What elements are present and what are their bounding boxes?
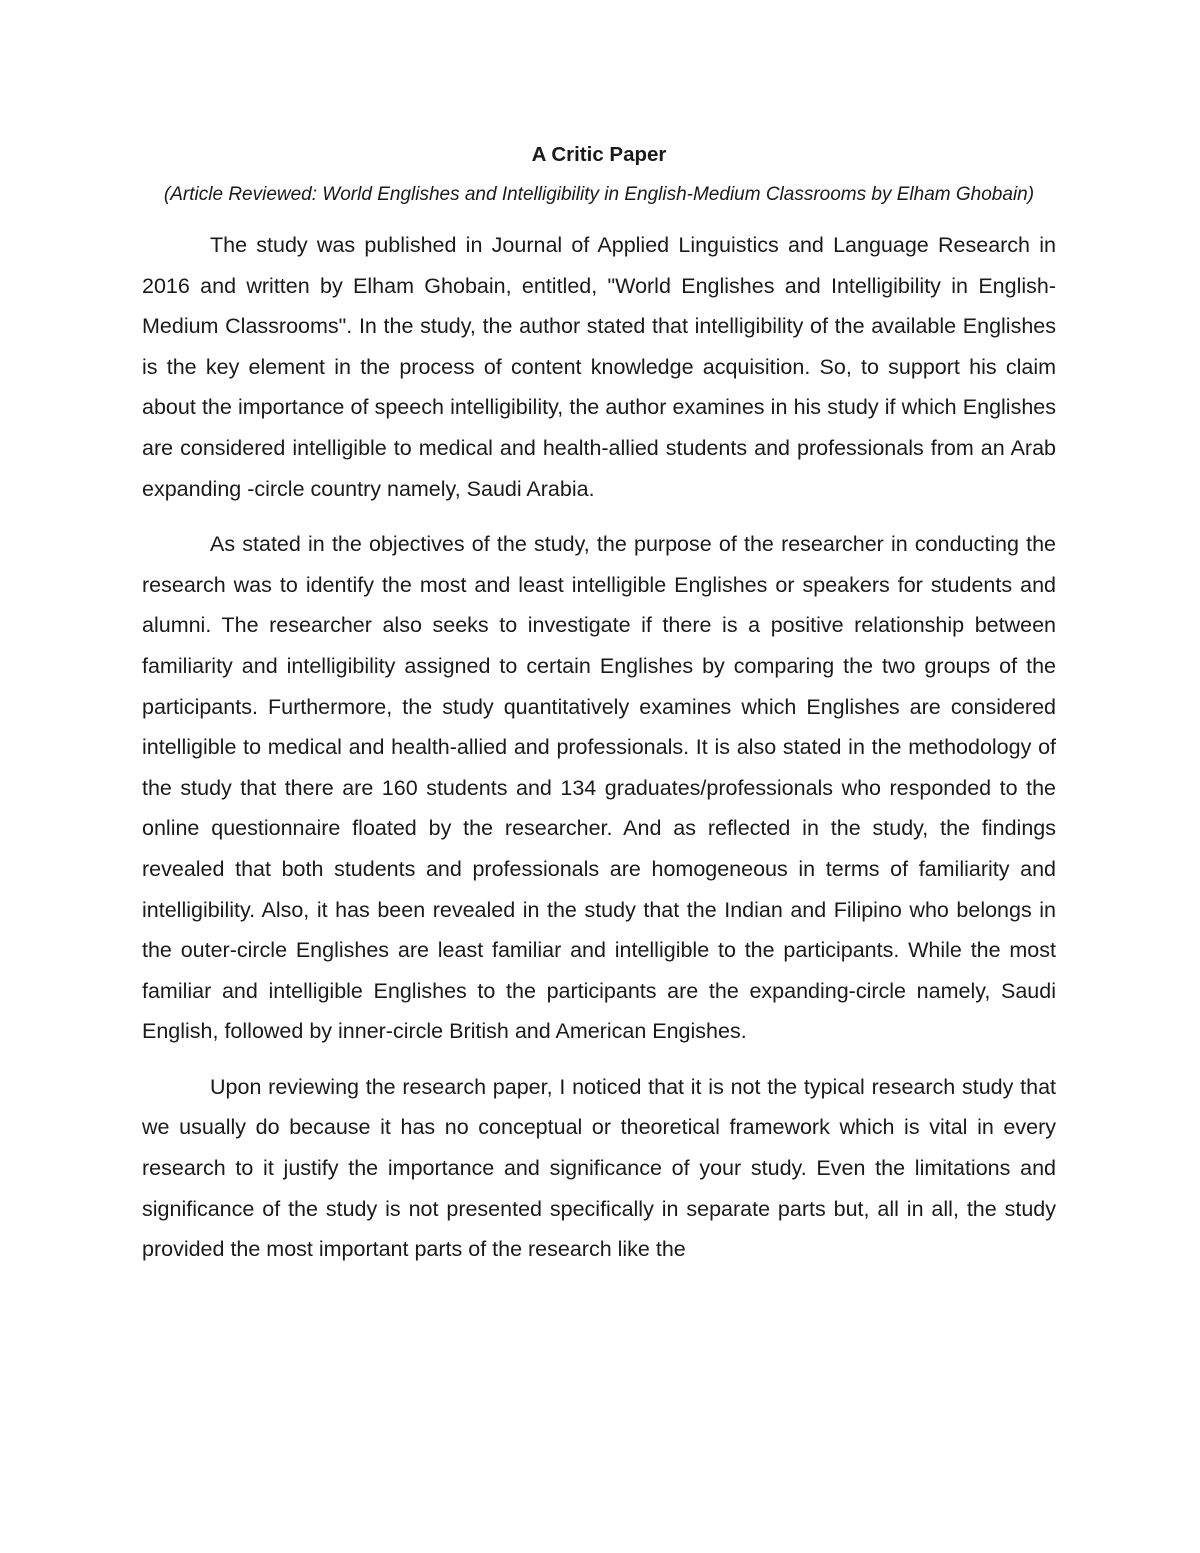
paragraph-2: As stated in the objectives of the study, the purpose of the researcher in conducting the research was to identify the most and least intelligible Englishes or speakers for students and alumni. The researcher also seeks to investigate if there is a positive relationship between familiarity and intelligibility assigned to certain Englishes by comparing the two groups of the participants. Furthermore, the study quantitatively examines which Englishes are considered intelligible to medical and health-allied and professionals. It is also stated in the methodology of the study that there are 160 students and 134 graduates/professionals who responded to the online questionnaire floated by the researcher. And as reflected in the study, the findings revealed that both students and professionals are homogeneous in terms of familiarity and intelligibility. Also, it has been revealed in the study that the Indian and Filipino who belongs in the outer-circle Englishes are least familiar and intelligible to the participants. While the most familiar and intelligible Englishes to the participants are the expanding-circle namely, Saudi English, followed by inner-circle British and American Engishes. [142,532,1056,1044]
paragraph-3: Upon reviewing the research paper, I noticed that it is not the typical research study that we usually do because it has no conceptual or theoretical framework which is vital in every research to it justify the importance and significance of your study. Even the limitations and significance of the study is not presented specifically in separate parts but, all in all, the study provided the most important parts of the research like the [142,1074,1056,1262]
article-reviewed-subtitle: (Article Reviewed: World Englishes and Intelligibility in English-Medium Classrooms by Elham Ghobain) [163,184,1035,205]
paragraph-1: The study was published in Journal of Applied Linguistics and Language Research in 2016 and written by Elham Ghobain, entitled, "World Englishes and Intelligibility in English-Medium Classrooms". In the study, the author stated that intelligibility of the available Englishes is the key element in the process of content knowledge acquisition. So, to support his claim about the importance of speech intelligibility, the author examines in his study if which Englishes are considered intelligible to medical and health-allied students and professionals from an Arab expanding -circle country namely, Saudi Arabia. [142,233,1056,501]
document-title: A Critic Paper [531,143,667,166]
document-body [142,140,1056,1270]
